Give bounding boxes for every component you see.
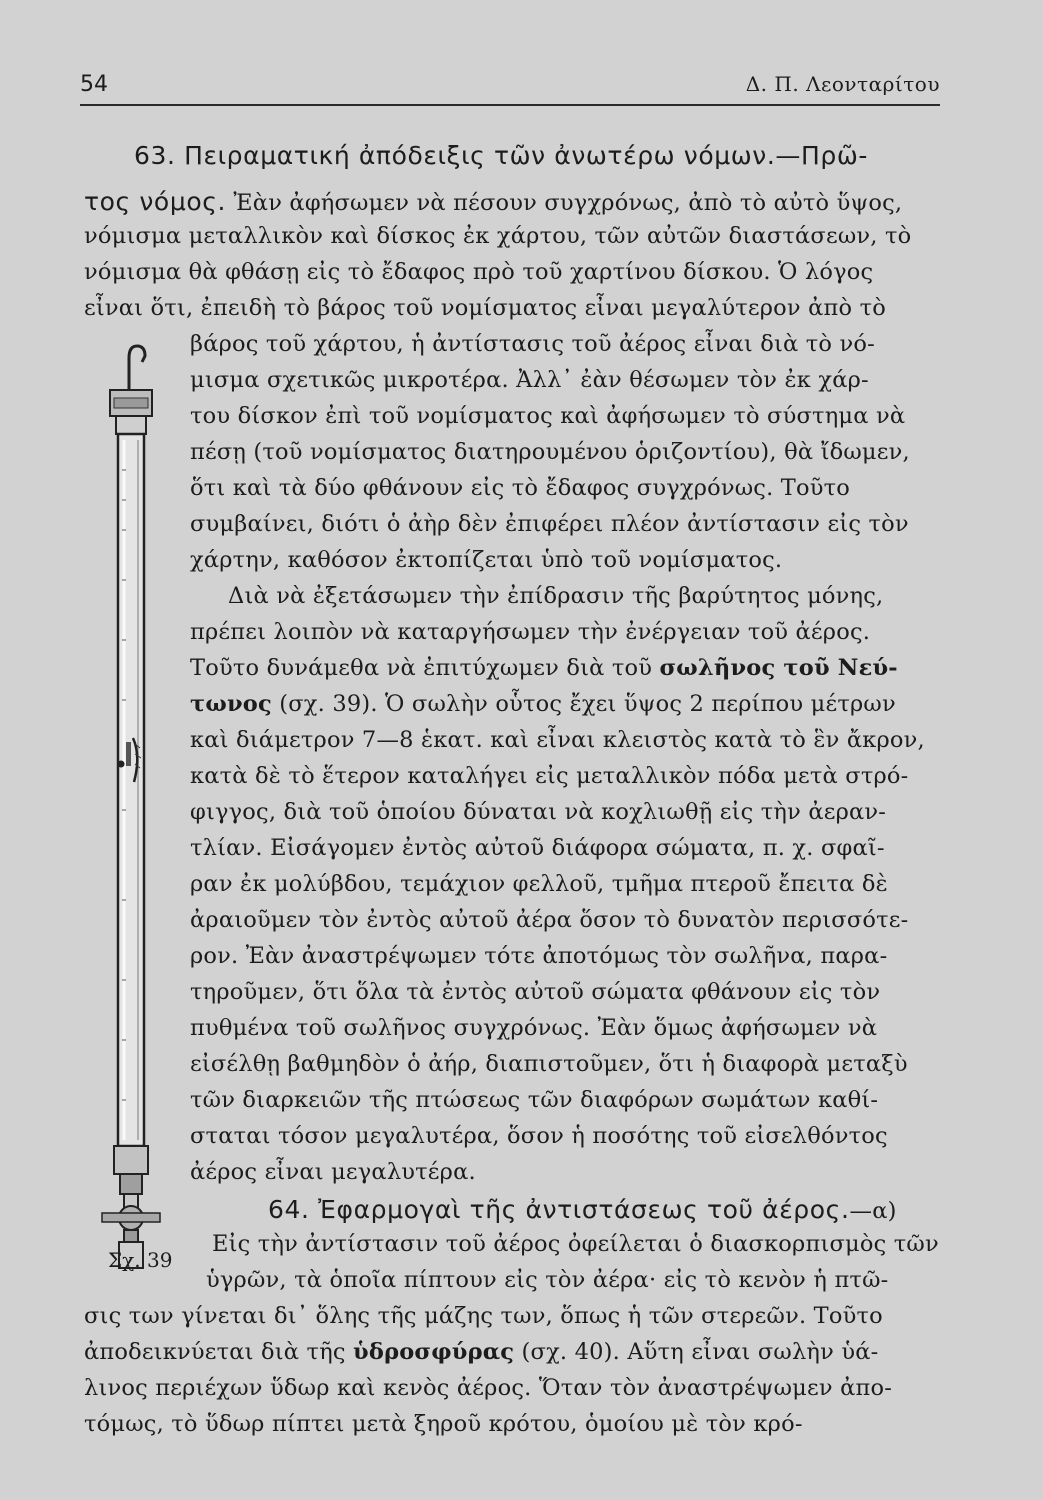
paragraph-start: Διὰ νὰ ἐξετάσωμεν τὴν ἐπίδρασιν τῆς βαρύτητος μόνης, [228,583,884,609]
page-number: 54 [80,72,108,97]
text-line: νόμισμα μεταλλικὸν καὶ δίσκος ἐκ χάρτου, τῶν αὐτῶν διαστάσεων, τὸ [84,223,912,249]
text-line: τλίαν. Εἰσάγομεν ἐντὸς αὐτοῦ διάφορα σώματα, π. χ. σφαῖ- [190,835,885,861]
text-fragment: —α) [849,1198,897,1224]
text-line: πρέπει λοιπὸν νὰ καταργήσωμεν τὴν ἐνέργειαν τοῦ ἀέρος. [190,619,871,645]
text-line [84,189,902,215]
text-line: τηροῦμεν, ὅτι ὅλα τὰ ἐντὸς αὐτοῦ σώματα φθάνουν εἰς τὸν [190,979,881,1005]
text-line: κατὰ δὲ τὸ ἕτερον καταλήγει εἰς μεταλλικὸν πόδα μετὰ στρό- [190,763,909,789]
text-line: εἶναι ὅτι, ἐπειδὴ τὸ βάρος τοῦ νομίσματος εἶναι μεγαλύτερον ἀπὸ τὸ [84,295,887,321]
first-law-heading: τος νόμος. [84,187,227,216]
text-line: μισμα σχετικῶς μικροτέρα. Ἀλλ᾽ ἐὰν θέσωμεν τὸν ἐκ χάρ- [190,367,869,393]
text-line [84,1341,878,1364]
text-line: του δίσκον ἐπὶ τοῦ νομίσματος καὶ ἀφήσωμεν τὸ σύστημα νὰ [190,403,906,429]
text-line [190,657,898,680]
text-line: ὅτι καὶ τὰ δύο φθάνουν εἰς τὸ ἔδαφος συγχρόνως. Τοῦτο [190,475,851,501]
text-line: χάρτην, καθόσον ἐκτοπίζεται ὑπὸ τοῦ νομίσματος. [190,547,783,573]
text-line: λινος περιέχων ὕδωρ καὶ κενὸς ἀέρος. Ὅταν τὸν ἀναστρέψωμεν ἀπο- [84,1375,892,1401]
text-line: σταται τόσον μεγαλυτέρα, ὅσον ἡ ποσότης τοῦ εἰσελθόντος [190,1123,888,1149]
text-line: ὑγρῶν, τὰ ὁποῖα πίπτουν εἰς τὸν ἀέρα· εἰς τὸ κενὸν ἡ πτῶ- [206,1267,889,1293]
text-line: σις των γίνεται δι᾽ ὅλης τῆς μάζης των, ὅπως ἡ τῶν στερεῶν. Τοῦτο [84,1303,883,1329]
text-fragment: ἀποδεικνύεται διὰ τῆς [84,1339,354,1365]
newton-tube-figure [96,340,186,1460]
newton-tube-term: σωλῆνος τοῦ Νεύ- [659,655,898,681]
section-63-heading: 63. Πειραματική ἀπόδειξις τῶν ἀνωτέρω νόμων.—Πρῶ- [134,141,868,170]
text-fragment: Ἐὰν ἀφήσωμεν νὰ πέσουν συγχρόνως, ἀπὸ τὸ αὐτὸ ὕψος, [226,190,903,216]
text-line: βάρος τοῦ χάρτου, ἡ ἀντίστασις τοῦ ἀέρος εἶναι διὰ τὸ νό- [190,331,875,357]
text-line: εἰσέλθῃ βαθμηδὸν ὁ ἀήρ, διαπιστοῦμεν, ὅτι ἡ διαφορὰ μεταξὺ [190,1051,908,1077]
text-line [268,1197,897,1223]
text-line: ἀραιοῦμεν τὸν ἐντὸς αὐτοῦ ἀέρα ὅσον τὸ δυνατὸν περισσότε- [190,907,909,933]
text-line: τόμως, τὸ ὕδωρ πίπτει μετὰ ξηροῦ κρότου, ὁμοίου μὲ τὸν κρό- [84,1411,803,1437]
text-line: ρον. Ἐὰν ἀναστρέψωμεν τότε ἀποτόμως τὸν σωλῆνα, παρα- [190,943,888,969]
newton-tube-term-end: τωνος [190,691,272,717]
text-line: καὶ διάμετρον 7—8 ἑκατ. καὶ εἶναι κλειστὸς κατὰ τὸ ἓν ἄκρον, [190,727,925,753]
text-line: συμβαίνει, διότι ὁ ἀὴρ δὲν ἐπιφέρει πλέον ἀντίστασιν εἰς τὸν [190,511,909,537]
section-64-heading: 64. Ἐφαρμογαὶ τῆς ἀντιστάσεως τοῦ ἀέρος. [268,1195,850,1224]
text-line: φιγγος, διὰ τοῦ ὁποίου δύναται νὰ κοχλιωθῇ εἰς τὴν ἀεραν- [190,799,887,825]
text-line: Εἰς τὴν ἀντίστασιν τοῦ ἀέρος ὀφείλεται ὁ διασκορπισμὸς τῶν [212,1231,939,1257]
text-line [190,693,896,716]
hydrosphyra-term: ὑδροσφύρας [353,1339,515,1365]
text-fragment: (σχ. 40). Αὕτη εἶναι σωλὴν ὑά- [514,1339,879,1365]
text-line: ραν ἐκ μολύβδου, τεμάχιον φελλοῦ, τμῆμα πτεροῦ ἔπειτα δὲ [190,871,888,897]
text-line: πυθμένα τοῦ σωλῆνος συγχρόνως. Ἐὰν ὅμως ἀφήσωμεν νὰ [190,1015,878,1041]
figure-caption: Σχ. 39 [108,1248,173,1272]
page-header [80,68,940,102]
text-line: ἀέρος εἶναι μεγαλυτέρα. [190,1159,476,1185]
text-line: νόμισμα θὰ φθάσῃ εἰς τὸ ἔδαφος πρὸ τοῦ χαρτίνου δίσκου. Ὁ λόγος [84,259,874,285]
text-fragment: Τοῦτο δυνάμεθα νὰ ἐπιτύχωμεν διὰ τοῦ [190,655,660,681]
running-head: Δ. Π. Λεονταρίτου [745,72,940,96]
text-fragment: (σχ. 39). Ὁ σωλὴν οὗτος ἔχει ὕψος 2 περίπου μέτρων [271,691,896,717]
header-rule [80,104,940,106]
text-line: τῶν διαρκειῶν τῆς πτώσεως τῶν διαφόρων σωμάτων καθί- [190,1087,879,1113]
text-line: πέσῃ (τοῦ νομίσματος διατηρουμένου ὁριζοντίου), θὰ ἴδωμεν, [190,439,910,465]
